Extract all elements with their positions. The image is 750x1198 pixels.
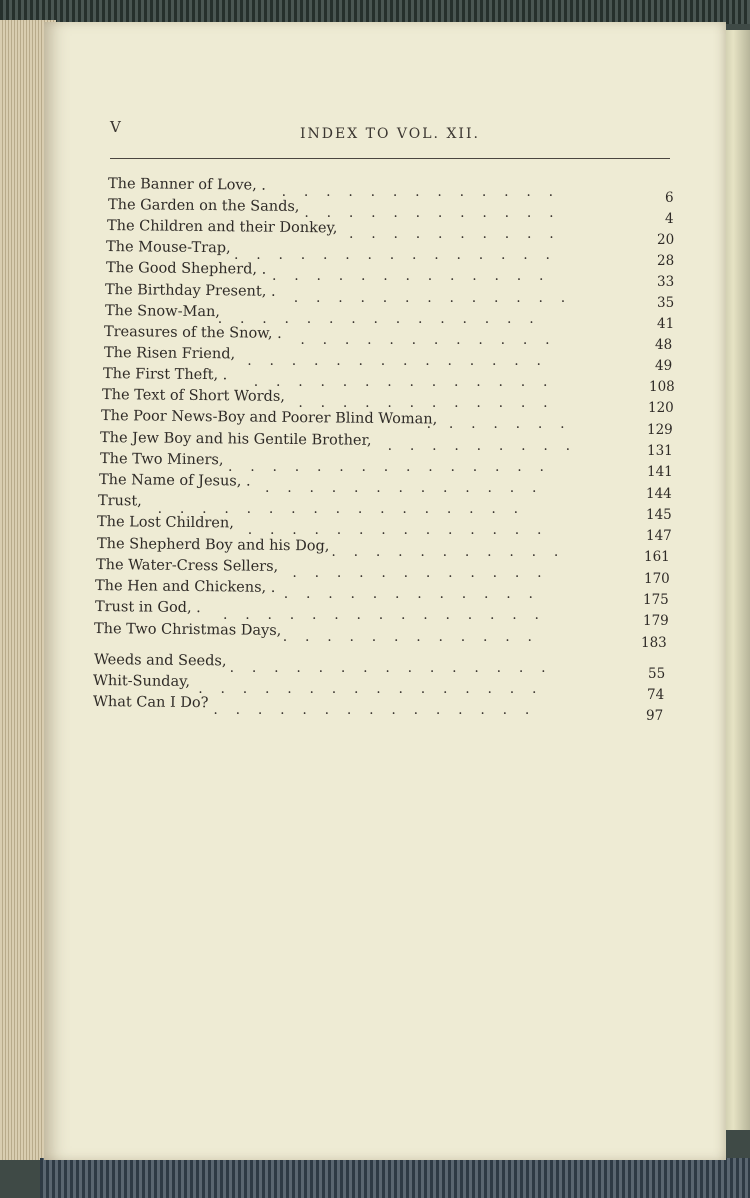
index-entry-title: The Shepherd Boy and his Dog, — [96, 536, 330, 555]
index-entry-title: The Mouse-Trap, — [105, 239, 231, 257]
index-entry-title: The Jew Boy and his Gentile Brother, — [99, 430, 372, 449]
header-rule — [110, 158, 670, 159]
leader-dots: . . . . . . . . . . . . . — [293, 290, 584, 306]
index-entry-page-number: 97 — [646, 708, 664, 724]
index-entry-title: Whit-Sunday, — [92, 673, 191, 691]
leader-dots: . . . . . . . . . . . . . . . — [217, 311, 552, 327]
index-entry-page-number: 108 — [649, 379, 675, 395]
index-entry-page-number: 6 — [665, 190, 674, 206]
index-entry-page-number: 179 — [643, 613, 669, 629]
leader-dots: . . . . . . . . . . . . — [292, 565, 560, 581]
index-entry-page-number: 144 — [646, 486, 672, 502]
leader-dots: . . . . . . . . . . . . . . . — [223, 607, 557, 623]
leader-dots: . . . . . . . . . — [387, 438, 588, 454]
index-entry-title: Weeds and Seeds, — [93, 652, 227, 670]
index-entry-page-number: 74 — [647, 687, 665, 703]
index-entry-page-number: 131 — [647, 443, 673, 459]
leader-dots: . . . . . . . . . . . . — [304, 205, 572, 221]
index-entry-page-number: 147 — [646, 528, 672, 544]
index-entry-title: Trust in God, . — [94, 599, 201, 617]
leader-dots: . . . . . . . . . . . . . — [265, 480, 555, 496]
index-entry-page-number: 175 — [643, 592, 669, 608]
leader-dots: . . . . . . . . . . . . . . . — [234, 247, 568, 263]
index-entry-page-number: 129 — [647, 422, 673, 438]
leader-dots: . . . . . . . . . . . . — [298, 395, 566, 411]
index-entry-page-number: 161 — [644, 549, 670, 565]
index-entry-title: The Children and their Donkey, — [106, 218, 338, 237]
page-edges-right — [722, 30, 750, 1130]
index-entry-title: The Two Miners, — [99, 451, 224, 469]
index-entry-page-number: 120 — [648, 400, 674, 416]
leader-dots: . . . . . . . . . . . . — [283, 586, 551, 602]
page-signature-letter: V — [110, 118, 121, 136]
leader-dots: . . . . . . . . . . . . . . . — [228, 459, 562, 475]
leader-dots: . . . . . . . . . . . . . . . — [213, 702, 548, 718]
index-entry-title: Trust, — [97, 493, 142, 510]
leader-dots: . . . . . . . . . . . — [331, 544, 577, 560]
index-entry-page-number: 33 — [657, 274, 675, 290]
index-entry-title: The Two Christmas Days, — [93, 621, 282, 639]
index-entry-page-number: 41 — [657, 316, 675, 332]
leader-dots: . . . . . . . — [426, 416, 583, 432]
leader-dots: . . . . . . . . . . . . . . . . . — [157, 501, 536, 517]
index-entry-title: The Garden on the Sands, — [107, 197, 300, 216]
index-entry-title: The Risen Friend, — [103, 345, 236, 363]
index-entry-page-number: 35 — [657, 295, 675, 311]
leader-dots: . . . . . . . . . . . . . . — [253, 374, 566, 390]
index-entry-page-number: 4 — [665, 211, 674, 227]
index-entry-page-number: 145 — [646, 507, 672, 523]
leader-dots: . . . . . . . . . . . . . . — [247, 522, 560, 538]
index-entry-page-number: 28 — [657, 253, 675, 269]
index-entry-page-number: 170 — [644, 571, 670, 587]
index-entry-page-number: 183 — [641, 635, 667, 651]
index-entry-title: The First Theft, . — [102, 366, 228, 384]
index-entry-title: The Banner of Love, . — [107, 176, 267, 194]
index-entry-title: What Can I Do? — [92, 694, 209, 712]
index-entry-title: The Hen and Chickens, . — [94, 578, 276, 596]
index-entry-title: The Good Shepherd, . — [105, 260, 267, 278]
index-entry-page-number: 141 — [647, 464, 673, 480]
index-entry-title: The Lost Children, — [96, 514, 234, 532]
index-entry-title: Treasures of the Snow, . — [103, 324, 282, 342]
leader-dots: . . . . . . . . . . . . . . . — [229, 660, 564, 676]
leader-dots: . . . . . . . . . . . . . . . . — [198, 681, 555, 697]
leader-dots: . . . . . . . . . . . . . — [272, 268, 562, 284]
index-entry-title: The Name of Jesus, . — [98, 472, 251, 490]
index-entry-title: The Text of Short Words, — [101, 387, 286, 405]
index-entry-page-number: 49 — [655, 358, 673, 374]
leader-dots: . . . . . . . . . . . . — [282, 629, 550, 645]
index-entry-title: The Poor News-Boy and Poorer Blind Woman, — [100, 408, 438, 428]
index-entry-page-number: 55 — [648, 666, 666, 682]
index-entry-page-number: 20 — [657, 232, 675, 248]
book-binding-bottom — [40, 1158, 750, 1198]
page-title: INDEX TO VOL. XII. — [300, 126, 480, 142]
leader-dots: . . . . . . . . . . — [349, 226, 572, 242]
leader-dots: . . . . . . . . . . . . . . — [247, 353, 559, 369]
index-entry-title: The Snow-Man, — [104, 303, 221, 321]
leader-dots: . . . . . . . . . . . . . — [281, 184, 571, 200]
leader-dots: . . . . . . . . . . . . — [300, 332, 568, 348]
index-entry-title: The Birthday Present, . — [104, 282, 276, 300]
index-entry-page-number: 48 — [655, 337, 673, 353]
book-binding-top — [0, 0, 750, 24]
index-entry-title: The Water-Cress Sellers, — [95, 557, 279, 575]
